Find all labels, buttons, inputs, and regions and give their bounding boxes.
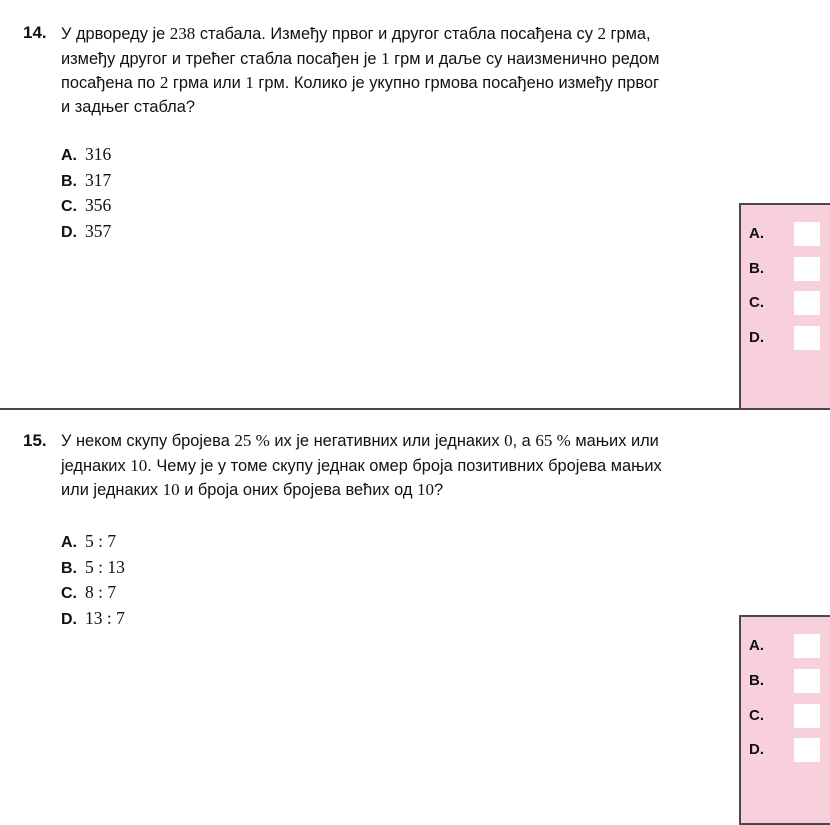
answer-row-a[interactable] [749,636,829,658]
question-number: 14. [23,23,47,42]
question-text-line: и задњег стабла? [61,97,195,116]
option-c: C. 356 [61,195,112,216]
option-b: B. 317 [61,169,112,190]
options-list [61,142,111,245]
answer-row-d[interactable] [749,328,829,350]
answer-checkbox-b[interactable] [794,257,820,281]
question-text-line: између другог и трећег стабла посађен је 1 грм и даље су наизменично редом [61,48,660,68]
answer-row-a[interactable] [749,224,829,246]
answer-checkbox-a[interactable] [794,222,820,246]
question-text [61,22,731,119]
question-text-line: У неком скупу бројева 25 % их је негативних или једнаких 0, а 65 % мањих или [61,431,659,450]
option-c: C. 8 : 7 [61,582,117,603]
options-list [61,529,125,632]
answer-letter: A. [749,637,764,654]
question-text-line: посађена по 2 грма или 1 грм. Колико је укупно грмова посађено између првог [61,73,660,92]
answer-checkbox-d[interactable] [794,738,820,762]
answer-checkbox-b[interactable] [794,669,820,693]
answer-checkbox-d[interactable] [794,326,820,350]
answer-row-c[interactable] [749,293,829,315]
question-text-line: једнаких 10. Чему је у томе скупу једнак омер броја позитивних бројева мањих [61,455,662,475]
option-d: D. 13 : 7 [61,608,125,629]
option-a: A. 5 : 7 [61,531,117,551]
answer-letter: C. [749,294,764,311]
answer-letter: B. [749,672,764,689]
answer-row-b[interactable] [749,671,829,693]
question-text-line: или једнаких 10 и броја оних бројева већих од 10? [61,480,444,499]
answer-row-c[interactable] [749,706,829,728]
answer-checkbox-a[interactable] [794,634,820,658]
section-divider [0,408,830,410]
answer-letter: A. [749,225,764,242]
answer-panel [739,615,830,825]
question-number: 15. [23,431,47,450]
option-b: B. 5 : 13 [61,556,125,577]
answer-panel [739,203,830,410]
answer-letter: B. [749,260,764,277]
answer-row-d[interactable] [749,740,829,762]
answer-letter: C. [749,707,764,724]
option-a: A. 316 [61,144,112,164]
option-d: D. 357 [61,221,112,242]
answer-checkbox-c[interactable] [794,704,820,728]
question-text-line: У дрвореду је 238 стабала. Између првог и другог стабла посађена су 2 грма, [61,24,651,43]
answer-checkbox-c[interactable] [794,291,820,315]
question-text [61,429,731,503]
answer-row-b[interactable] [749,259,829,281]
answer-letter: D. [749,329,764,346]
answer-letter: D. [749,741,764,758]
